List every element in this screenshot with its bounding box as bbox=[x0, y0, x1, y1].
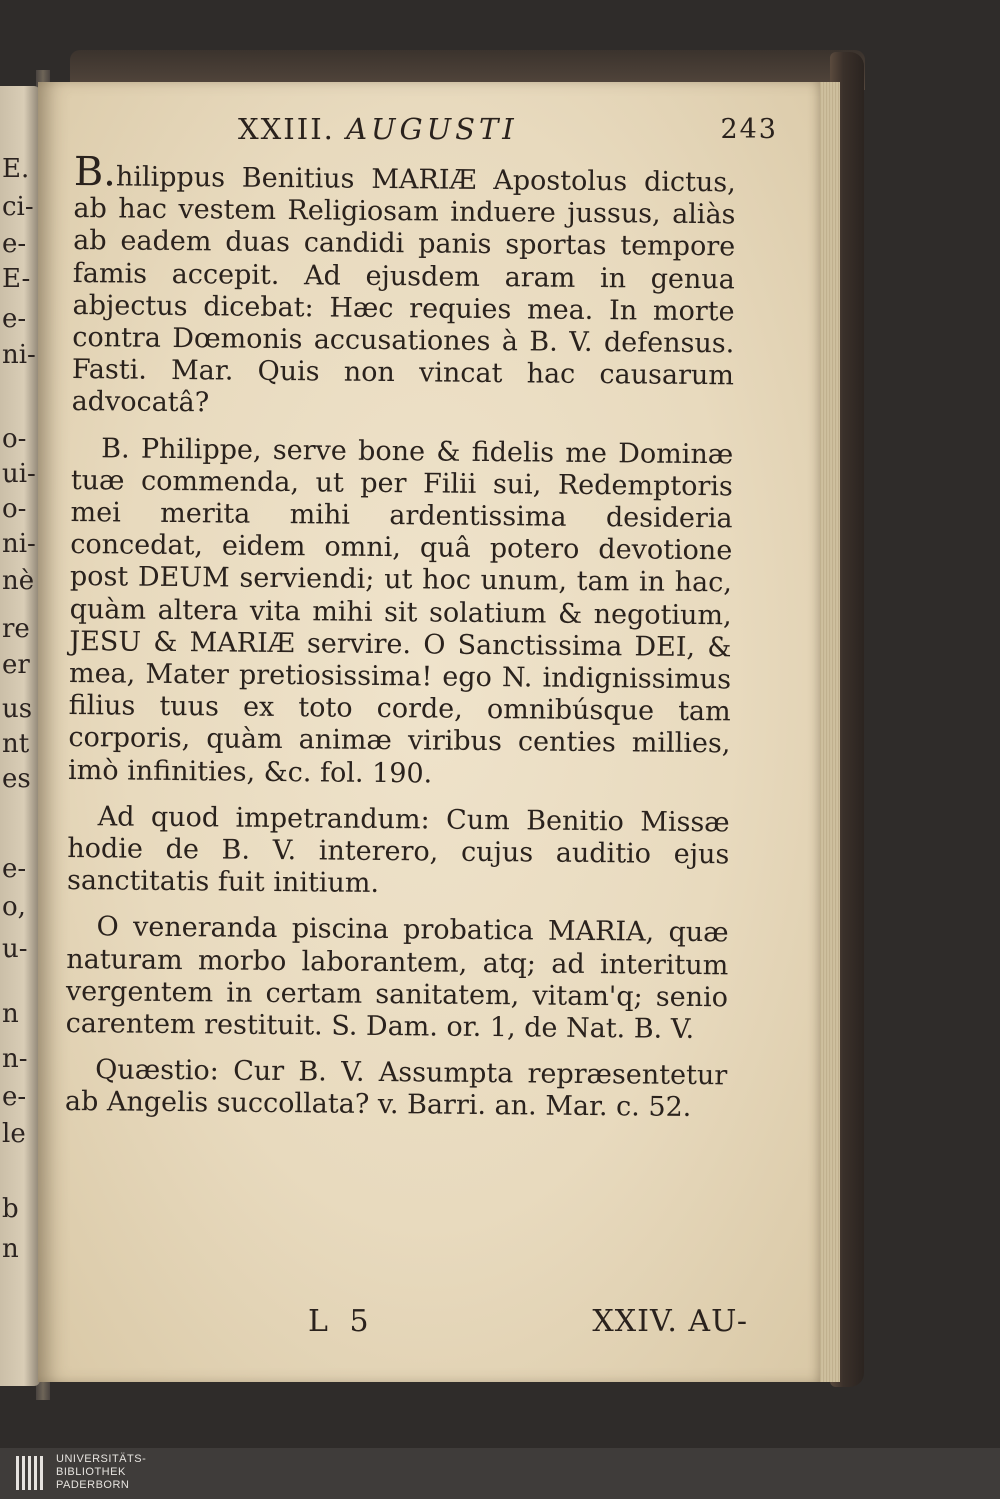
paragraph-5: Quæstio: Cur B. V. Assumpta repræsentetur ab Angelis succollata? v. Barri. an. Mar. c. 52. bbox=[64, 1054, 728, 1124]
margin-fragment: b bbox=[2, 1196, 19, 1222]
margin-fragment: u- bbox=[2, 936, 28, 962]
margin-fragment: es bbox=[2, 766, 31, 792]
margin-fragment: e- bbox=[2, 306, 27, 332]
library-brand-bar bbox=[0, 1448, 1000, 1499]
margin-fragment: n- bbox=[2, 1046, 28, 1072]
margin-fragment: E. bbox=[2, 156, 30, 182]
margin-fragment: us bbox=[2, 696, 33, 722]
page-footer bbox=[308, 1304, 748, 1344]
margin-fragment: E- bbox=[2, 266, 31, 292]
library-logo-icon bbox=[14, 1452, 48, 1494]
library-name bbox=[56, 1453, 146, 1492]
margin-fragment: nè bbox=[2, 568, 35, 594]
library-name-line-2: BIBLIOTHEK bbox=[56, 1466, 126, 1478]
margin-fragment: ni- bbox=[2, 531, 36, 557]
margin-fragment: e- bbox=[2, 231, 27, 257]
drop-cap: B. bbox=[73, 149, 117, 196]
margin-fragment: re bbox=[2, 616, 30, 642]
margin-fragment: e- bbox=[2, 1084, 27, 1110]
margin-fragment: n bbox=[2, 1236, 19, 1262]
margin-fragment: e- bbox=[2, 856, 27, 882]
paragraph-1-text: hilippus Benitius MARIÆ Apostolus dictus, ab hac vestem Religiosam induere jussus, aliàs ab eadem duas candidi panis sportas tempore famis accepit. Ad ejusdem aram in genua abjectus dicebat: Hæc requies mea. In morte contra Dœmonis accusationes à B. V. defensus. Fasti. Mar. Quis non vincat hac causarum advocatâ? bbox=[71, 161, 736, 419]
running-title bbox=[238, 112, 518, 146]
paragraph-4: O veneranda piscina probatica MARIA, quæ naturam morbo laborantem, atq; ad interitum vergentem in certam sanitatem, vitam'q; senio carentem restituit. S. Dam. or. 1, de Nat. B. V. bbox=[65, 911, 729, 1046]
catchword: XXIV. AU- bbox=[592, 1304, 748, 1339]
paragraph-1 bbox=[71, 149, 736, 425]
margin-fragment: n bbox=[2, 1001, 19, 1027]
margin-fragment: o, bbox=[2, 894, 26, 920]
margin-fragment: o- bbox=[2, 426, 27, 452]
margin-fragment: o- bbox=[2, 496, 27, 522]
page-number: 243 bbox=[720, 114, 778, 145]
running-header bbox=[238, 112, 778, 146]
margin-fragment: ci- bbox=[2, 194, 34, 220]
book-page bbox=[38, 82, 820, 1382]
margin-fragment: le bbox=[2, 1121, 26, 1147]
margin-fragment: nt bbox=[2, 731, 30, 757]
paragraph-3: Ad quod impetrandum: Cum Benitio Missæ hodie de B. V. interero, cujus auditio ejus sanctitatis fuit initium. bbox=[66, 801, 730, 900]
library-name-line-3: PADERBORN bbox=[56, 1479, 130, 1491]
library-name-line-1: UNIVERSITÄTS- bbox=[56, 1453, 147, 1465]
margin-fragment: ui- bbox=[2, 461, 36, 487]
header-number: XXIII. bbox=[238, 112, 335, 146]
facing-page-fragment bbox=[0, 86, 40, 1386]
header-month: AUGUSTI bbox=[346, 112, 518, 146]
signature-mark: L 5 bbox=[308, 1304, 375, 1339]
margin-fragment: ni- bbox=[2, 342, 36, 368]
main-text bbox=[64, 149, 736, 1139]
margin-fragment: er bbox=[2, 652, 30, 678]
paragraph-2: B. Philippe, serve bone & fidelis me Dominæ tuæ commenda, ut per Filii sui, Redemptoris mei merita mihi ardentissima desideria concedat, eidem omni, quâ potero devotione post DEUM serviendi; ut hoc unum, tam in hac, quàm altera vita mihi sit solatium & negotium, JESU & MARIÆ servire. O Sanctissima DEI, & mea, Mater pretiosissima! ego N. indignissimus filius tuus ex toto corde, omnibúsque tam corporis, quàm animæ viribus centies millies, imò infinities, &c. fol. 190. bbox=[67, 432, 734, 790]
